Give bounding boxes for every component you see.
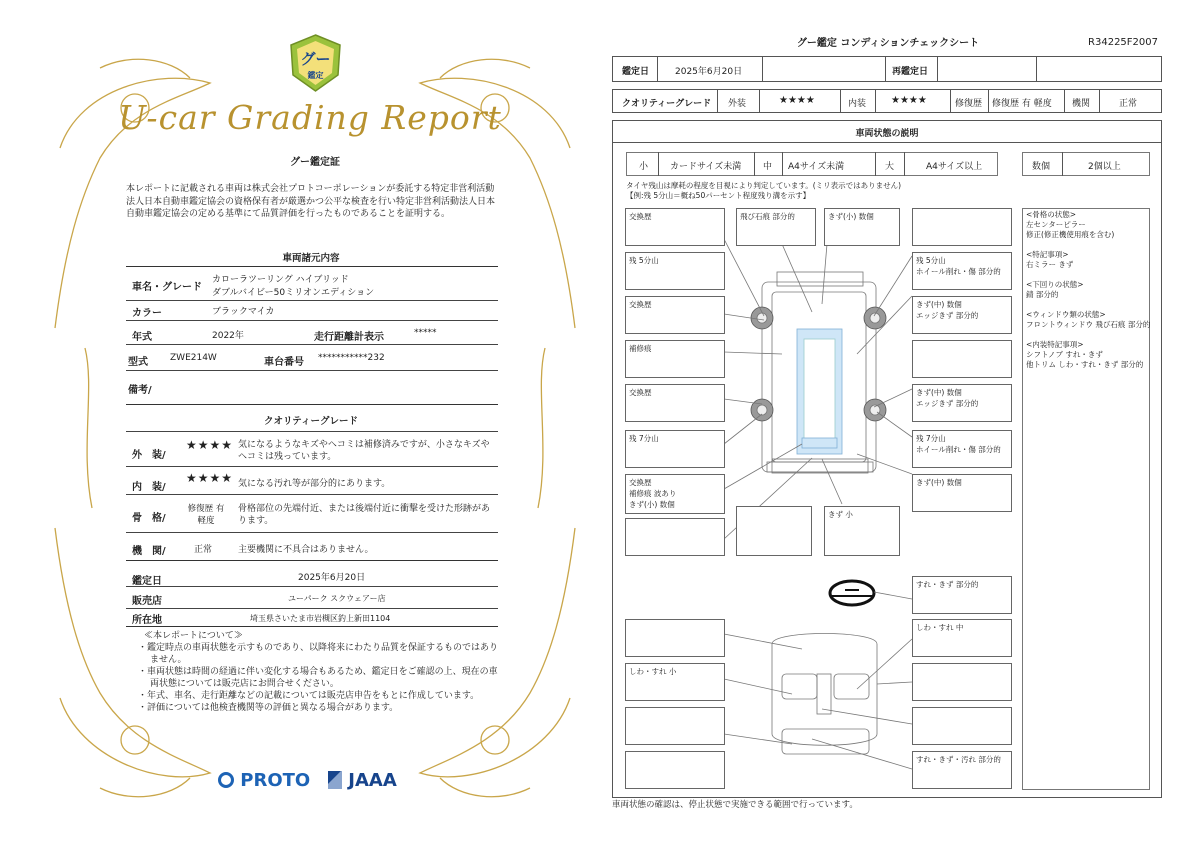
report-notes [138,630,498,714]
tire-note-1: タイヤ残山は摩耗の程度を目視により判定しています。(ミリ表示ではありません) [626,181,902,190]
condition-text: エッジきず 部分的 [916,311,979,320]
condition-text: きず(小) 数個 [629,500,675,509]
condition-box [625,208,725,246]
desc-title: 車両状態の説明 [855,129,919,139]
badge-top-text: グー [300,50,331,68]
name-label: 車名・グレード [132,282,202,293]
date-value: 2025年6月20日 [675,67,743,77]
quality-desc: 気になるようなキズやヘコミは補修済みですが、小さなキズやヘコミは残っています。 [238,440,490,462]
sheet-id: R34225F2007 [1088,37,1158,48]
condition-text: 補修痕 波あり [629,489,677,498]
color-label: カラー [132,308,162,319]
condition-text: 飛び石痕 部分的 [740,212,795,221]
condition-text: 交換歴 [629,212,652,221]
interior-label: 内装 [848,99,867,109]
size-large: 大 [885,162,895,172]
condition-text: 残 5分山 [629,256,659,265]
vin-value: ***********232 [318,353,385,363]
quality-grade: 修復歴 有 軽度 [187,504,225,526]
engine-value: 正常 [1119,99,1138,109]
jaaa-logo-text: JAAA [348,770,397,791]
quality-desc: 骨格部位の先端付近、または後端付近に衝撃を受けた形跡があります。 [238,504,491,526]
proto-mark-icon [218,772,234,788]
quality-label: 機 関/ [132,546,166,557]
condition-box [912,707,1012,745]
quality-section-title: クオリティーグレード [263,416,359,427]
condition-box [625,296,725,334]
sheet-title: グー鑑定 コンディションチェックシート [796,38,980,49]
condition-box [625,252,725,290]
interior-value: ★★★★ [891,95,927,106]
divider [126,266,498,267]
condition-text: しわ・すれ 小 [629,667,677,676]
quality-grade: ★★★★ [186,471,234,485]
quality-label: 内 装/ [132,482,166,493]
sheet-footer: 車両状態の確認は、停止状態で実施できる範囲で行っています。 [612,800,858,810]
condition-text: きず(中) 数個 [916,388,962,397]
remarks-list [1026,210,1150,370]
quality-label: 外 装/ [132,450,166,461]
name-line2: ダブルバイビー50ミリオンエディション [212,288,375,298]
vin-label: 車台番号 [264,357,304,368]
remark-line: フロントウィンドウ 飛び石痕 部分的 [1026,320,1151,329]
condition-box [625,707,725,745]
divider [126,370,498,371]
dealer-value: ユーパーク スクウェアー店 [288,594,386,603]
year-label: 年式 [132,332,152,343]
divider [126,466,498,467]
condition-text: しわ・すれ 中 [916,623,964,632]
address-value: 埼玉県さいたま市岩槻区釣上新田1104 [250,614,391,623]
condition-box [912,252,1012,290]
condition-box [625,518,725,556]
divider [126,608,498,609]
divider [126,586,498,587]
condition-text: 残 7分山 [916,434,946,443]
condition-box [912,430,1012,468]
condition-text: きず(中) 数個 [916,300,962,309]
condition-box [736,208,816,246]
certificate-subtitle: グー鑑定証 [290,157,340,168]
condition-text: 交換歴 [629,388,652,397]
quality-grade: ★★★★ [186,438,234,452]
condition-text: きず(中) 数個 [916,478,962,487]
exterior-value: ★★★★ [779,95,815,106]
proto-logo-text: PROTO [240,770,311,791]
appraisal-date: 2025年6月20日 [298,573,366,583]
certificate-intro: 本レポートに記載される車両は株式会社プロトコーポレーションが委託する特定非営利活動法人日本自動車鑑定協会の資格保有者が厳選かつ公平な検査を行い特定非営利活動法人日本自動車鑑定協会の定める基準にて品質評価を行ったものであることを証明する。 [126,184,496,219]
condition-text: ホイール削れ・傷 部分的 [916,445,1001,454]
condition-box [912,751,1012,789]
size-small-desc: カードサイズ未満 [670,162,742,172]
condition-box [625,340,725,378]
remark-line: <ウィンドウ類の状態> [1026,310,1106,319]
condition-box [625,663,725,701]
condition-text: すれ・きず・汚れ 部分的 [916,755,1001,764]
condition-check-sheet [612,34,1164,814]
repair-value: 修復歴 有 軽度 [992,99,1052,109]
badge-bottom-text: 鑑定 [307,71,324,80]
engine-label: 機関 [1072,99,1091,109]
mileage-value: ***** [414,328,437,338]
appraisal-date-label: 鑑定日 [132,576,162,587]
divider [126,532,498,533]
condition-box [824,208,900,246]
condition-box [736,506,812,556]
notes-title: ≪本レポートについて≫ [144,631,243,641]
remarks-label: 備考/ [128,385,152,396]
grading-certificate [40,28,590,818]
condition-box [912,474,1012,512]
quality-grade: 正常 [194,545,213,555]
condition-box [912,663,1012,701]
note-item: ・車両状態は時間の経過に伴い変化する場合もあるため、鑑定日をご確認の上、現在の車両状態については販売店にお問合せください。 [138,667,498,689]
condition-text: 補修痕 [629,344,652,353]
remark-line: 左センターピラー [1026,220,1086,229]
sponsor-logos [218,768,428,798]
condition-box [912,208,1012,246]
year-value: 2022年 [212,331,244,341]
divider [126,560,498,561]
name-line1: カローラツーリング ハイブリッド [212,275,349,285]
condition-text: 残 5分山 [916,256,946,265]
condition-text: すれ・きず 部分的 [916,580,979,589]
model-value: ZWE214W [170,353,217,363]
script-title: U-car Grading Report [118,98,502,137]
condition-box [912,619,1012,657]
condition-box [625,430,725,468]
condition-text: 残 7分山 [629,434,659,443]
condition-text: きず 小 [828,510,853,519]
count-desc: 2個以上 [1088,162,1121,172]
dealer-label: 販売店 [132,596,162,607]
condition-box [912,296,1012,334]
condition-box [912,576,1012,614]
color-value: ブラックマイカ [212,307,275,317]
spec-section-title: 車両諸元内容 [282,253,340,264]
size-mid: 中 [763,162,773,172]
repair-label: 修復歴 [955,99,983,109]
count-label: 数個 [1032,162,1051,172]
condition-box [824,506,900,556]
condition-text: 交換歴 [629,478,652,487]
remark-line: 他トリム しわ・すれ・きず 部分的 [1026,360,1144,369]
divider [126,431,498,432]
remark-line: 右ミラー きず [1026,260,1074,269]
date-label: 鑑定日 [622,67,650,77]
divider [126,626,498,627]
condition-text: 交換歴 [629,300,652,309]
proto-logo [218,770,310,791]
tire-note-2: 【例:残 5分山＝概ね50パーセント程度残り溝を示す】 [626,191,811,200]
divider [126,300,498,301]
condition-box [912,340,1012,378]
remark-line: シフトノブ すれ・きず [1026,350,1103,359]
grade-label: クオリティーグレード [622,99,712,109]
remark-line: 修正(修正機使用痕を含む) [1026,230,1115,239]
address-label: 所在地 [132,615,162,626]
quality-label: 骨 格/ [132,513,166,524]
condition-box [625,384,725,422]
divider [126,494,498,495]
divider [126,404,498,405]
size-small: 小 [639,162,649,172]
remark-line: <下回りの状態> [1026,280,1084,289]
remark-line: <骨格の状態> [1026,210,1077,219]
divider [126,344,498,345]
mileage-label: 走行距離計表示 [314,332,384,343]
condition-box [625,474,725,514]
condition-box [625,619,725,657]
note-item: ・年式、車名、走行距離などの記載については販売店申告をもとに作成しています。 [138,691,480,701]
jaaa-mark-icon [328,771,342,789]
size-mid-desc: A4サイズ未満 [788,162,845,172]
note-item: ・鑑定時点の車両状態を示すものであり、以降将来にわたり品質を保証するものではありません。 [138,643,499,665]
note-item: ・評価については他検査機関等の評価と異なる場合があります。 [138,703,399,713]
quality-desc: 気になる汚れ等が部分的にあります。 [238,479,391,489]
quality-desc: 主要機関に不具合はありません。 [238,545,374,555]
remark-line: 錆 部分的 [1026,290,1059,299]
size-large-desc: A4サイズ以上 [926,162,983,172]
condition-box [625,751,725,789]
remark-line: <特記事項> [1026,250,1069,259]
jaaa-logo [328,770,397,791]
re-date-label: 再鑑定日 [892,67,929,77]
condition-text: ホイール削れ・傷 部分的 [916,267,1001,276]
divider [126,320,498,321]
condition-box [912,384,1012,422]
exterior-label: 外装 [728,99,747,109]
remark-line: <内装特記事項> [1026,340,1084,349]
model-label: 型式 [128,357,148,368]
condition-text: エッジきず 部分的 [916,399,979,408]
condition-text: きず(小) 数個 [828,212,874,221]
goo-badge-logo [288,33,343,93]
